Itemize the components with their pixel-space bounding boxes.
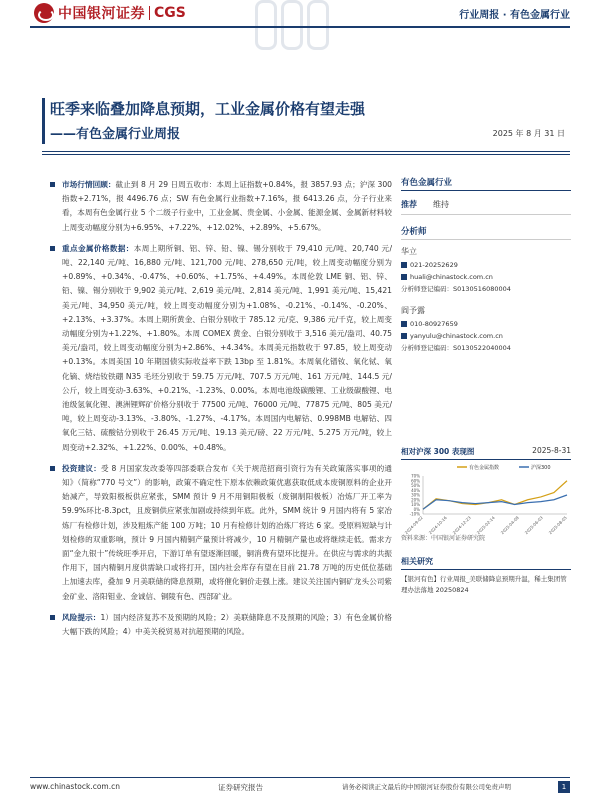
analyst-email[interactable]: yanyulu@chinastock.com.cn bbox=[410, 332, 503, 340]
x-tick-label: 2025-02-14 bbox=[475, 515, 496, 536]
chart-svg bbox=[401, 460, 571, 540]
footer-center: 证券研究报告 bbox=[218, 783, 263, 792]
email-icon bbox=[401, 333, 407, 339]
paragraph-text: 受 8 月国家发改委等四部委联合发布《关于规范招商引资行为有关政策落实事项的通知》（简称“770 号文”）的影响，政策不确定性下原本依赖政策优惠获取低成本废铜原料的企业开始减产，导致阳极板供应紧张，SMM 预计 9 月不用铜阳极板（废铜制阳极板）冶炼厂开工率为 59.9%环比-8.3pct，且废铜供应紧张加剧或持续到年底。此外，SMM 统计 9 月国内将有 5 家冶炼厂有检修计划，涉及粗炼产能 100 万吨；10 月有检修计划的冶炼厂将达 6 家。受原料短缺与计划检修的双重影响，预计 9 月国内精铜产量预计将减少，10 月精铜产量也或将继续走低。需求方面“金九银十”传统旺季开启，下游订单有望逐渐回暖，铜消费有望环比提升。在供应与需求的共振作用下，国内精铜月度供需缺口或将打开，国内社会库存有望在目前 21.78 万吨的历史低位基础上加速去库，叠加 9 月美联储的降息预期，或将催化铜价走强上涨。建议关注国内铜矿龙头公司紫金矿业、洛阳钼业、金诚信、铜陵有色、西部矿业。 bbox=[62, 463, 393, 601]
report-subtitle: ——有色金属行业周报 bbox=[50, 127, 181, 142]
report-type: 行业周报 · 有色金属行业 bbox=[459, 10, 570, 21]
logo-icon bbox=[34, 3, 54, 23]
footer-url[interactable]: www.chinastock.com.cn bbox=[30, 782, 120, 791]
logo-divider bbox=[149, 6, 150, 20]
phone-icon bbox=[401, 262, 407, 268]
paragraph-investment-advice bbox=[62, 462, 392, 604]
y-tick-label: 20% bbox=[411, 497, 420, 503]
title-divider bbox=[42, 151, 570, 152]
rating-key: 推荐 bbox=[401, 200, 417, 209]
performance-chart bbox=[401, 446, 571, 546]
email-icon bbox=[401, 274, 407, 280]
logo-text: 中国银河证券 bbox=[58, 6, 145, 22]
paragraph-risk bbox=[62, 611, 392, 639]
chart-date: 2025-8-31 bbox=[532, 446, 571, 455]
analyst-info bbox=[401, 259, 571, 295]
sidebar bbox=[401, 176, 571, 354]
x-tick-label: 2024-09-02 bbox=[403, 515, 424, 536]
analyst-name: 阎予露 bbox=[401, 306, 425, 315]
company-logo bbox=[34, 3, 186, 23]
analyst-phone: 010-80927659 bbox=[410, 320, 458, 328]
legend-label: 有色金属指数 bbox=[469, 465, 500, 471]
rating-row bbox=[401, 195, 571, 215]
analyst-cert: 分析师登记编码：S0130516080004 bbox=[401, 285, 511, 293]
y-tick-label: 0% bbox=[413, 506, 420, 512]
chart-header bbox=[401, 446, 571, 460]
analyst-header: 分析师 bbox=[401, 225, 571, 240]
x-tick-label: 2025-04-08 bbox=[499, 515, 520, 536]
bullet-icon bbox=[50, 246, 55, 251]
x-tick-label: 2025-06-03 bbox=[523, 515, 544, 536]
related-header: 相关研究 bbox=[401, 556, 571, 570]
paragraph-label: 风险提示： bbox=[62, 612, 101, 622]
paragraph-market-review bbox=[62, 178, 392, 235]
analyst-phone: 021-20252629 bbox=[410, 261, 458, 269]
paragraph-metal-prices bbox=[62, 242, 392, 455]
analyst-name: 华立 bbox=[401, 247, 417, 256]
y-tick-label: 40% bbox=[411, 487, 420, 493]
report-date: 2025 年 8 月 31 日 bbox=[492, 129, 565, 138]
series-line-hs300 bbox=[423, 495, 567, 509]
paragraph-text: 截止到 8 月 29 日周五收市：本周上证指数+0.84%，报 3857.93 点；沪深 300 指数+2.71%，报 4496.76 点；SW 有色金属行业指数+7.16%，报 6413.26 点，分子行业来看，本周有色金属行业 5 个二级子行业中，工业金属、贵金属、小金属、能源金属、金属新材料较上周变动幅度分别为+6.95%、+7.22%、+12.02%、+2.89%、+5.67%。 bbox=[62, 180, 393, 232]
rating-value: 维持 bbox=[433, 200, 449, 209]
bullet-icon bbox=[50, 466, 55, 471]
y-tick-label: 60% bbox=[411, 478, 420, 484]
paragraph-label: 重点金属价格数据： bbox=[62, 243, 134, 253]
y-tick-label: 30% bbox=[411, 492, 420, 498]
footer-divider bbox=[30, 777, 570, 778]
bullet-icon bbox=[50, 615, 55, 620]
footer-disclaimer: 请务必阅读正文最后的中国银河证券股份有限公司免责声明 bbox=[342, 783, 511, 791]
title-divider-2 bbox=[42, 154, 570, 155]
page-number: 1 bbox=[558, 781, 570, 793]
legend-label: 沪深300 bbox=[531, 465, 551, 471]
report-title: 旺季来临叠加降息预期，工业金属价格有望走强 bbox=[50, 100, 366, 118]
industry-title: 有色金属行业 bbox=[401, 176, 571, 191]
bullet-icon bbox=[50, 182, 55, 187]
watermark-icon bbox=[255, 0, 345, 60]
analyst-email[interactable]: huali@chinastock.com.cn bbox=[410, 273, 493, 281]
y-tick-label: 70% bbox=[411, 473, 420, 479]
analyst-cert: 分析师登记编码：S0130522040004 bbox=[401, 344, 511, 352]
analyst-card bbox=[401, 246, 571, 295]
y-tick-label: -10% bbox=[409, 511, 420, 517]
x-tick-label: 2024-12-23 bbox=[451, 515, 472, 536]
phone-icon bbox=[401, 321, 407, 327]
paragraph-text: 1）国内经济复苏不及预期的风险；2）美联储降息不及预期的风险；3）有色金属价格大幅下跌的风险；4）中美关税贸易对抗超预期的风险。 bbox=[62, 612, 392, 637]
paragraph-label: 市场行情回顾： bbox=[62, 180, 116, 189]
chart-source: 资料来源：中国银河证券研究院 bbox=[401, 535, 486, 542]
chart-title: 相对沪深 300 表现图 bbox=[401, 447, 475, 456]
related-link[interactable]: 【银河有色】行业周报_美联储降息预期升温，稀土集团管理办法落地 20250824 bbox=[401, 575, 567, 594]
y-tick-label: 50% bbox=[411, 483, 420, 488]
y-tick-label: 10% bbox=[411, 502, 420, 507]
title-accent-bar bbox=[42, 98, 45, 144]
analyst-info bbox=[401, 318, 571, 354]
x-tick-label: 2024-10-16 bbox=[427, 515, 448, 536]
x-tick-label: 2025-08-05 bbox=[547, 515, 568, 536]
paragraph-text: 本周上期所铜、铝、锌、铅、镍、锡分别收于 79,410 元/吨、20,740 元/吨、22,140 元/吨、16,880 元/吨、121,700 元/吨、278,650 元/吨，较上周变动幅度分别为+0.89%、+0.34%、-0.47%、+0.60%、+1.75%、+4.49%。本周伦敦 LME 铜、铝、锌、铅、镍、锡分别收于 9,902 美元/吨、2,619 美元/吨、2,814 美元/吨、1,991 美元/吨、15,421 美元/吨、34,950 美元/吨，较上周变动幅度分别为+1.08%、-0.21%、-0.14%、-0.20%、+2.13%、+3.37%。本周上期所黄金、白银分别收于 785.12 元/克、9,386 元/千克，较上周变动幅度分别为+1.22%、+1.80%。本周 COMEX 黄金、白银分别收于 3,516 美元/盎司、40.75 美元/盎司，较上周变动幅度分别为+2.86%、+4.34%。本周美元指数收于 97.85，较上周变动+0.13%。本周美国 10 年期国债实际收益率下跌 13bp 至 1.81%。本周氧化镨钕、氧化铽、氧化镝、烧结钕铁硼 N35 毛坯分别收于 59.75 万元/吨、707.5 万元/吨、161 万元/吨、144.5 元/公斤，较上周变动-3.63%、+0.21%、-1.23%、0.00%。本周电池级碳酸锂、工业级碳酸锂、电池级氢氧化锂、澳洲锂辉矿价格分别收于 77500 元/吨、76000 元/吨、77875 元/吨、805 美元/吨，较上周变动-3.13%、-3.80%、-1.27%、-4.17%。本周国内电解钴、0.998MB 电解钴、四氧化三钴、硫酸钴分别收于 26.45 万元/吨、19.13 美元/磅、22 万元/吨、5.275 万元/吨，较上周变动+2.32%、+1.22%、0.00%、+0.48%。 bbox=[62, 243, 393, 452]
paragraph-label: 投资建议： bbox=[62, 463, 102, 473]
analyst-card bbox=[401, 305, 571, 354]
main-body bbox=[62, 178, 392, 646]
series-line-nonferrous bbox=[423, 481, 567, 510]
logo-cgs: CGS bbox=[154, 5, 186, 21]
